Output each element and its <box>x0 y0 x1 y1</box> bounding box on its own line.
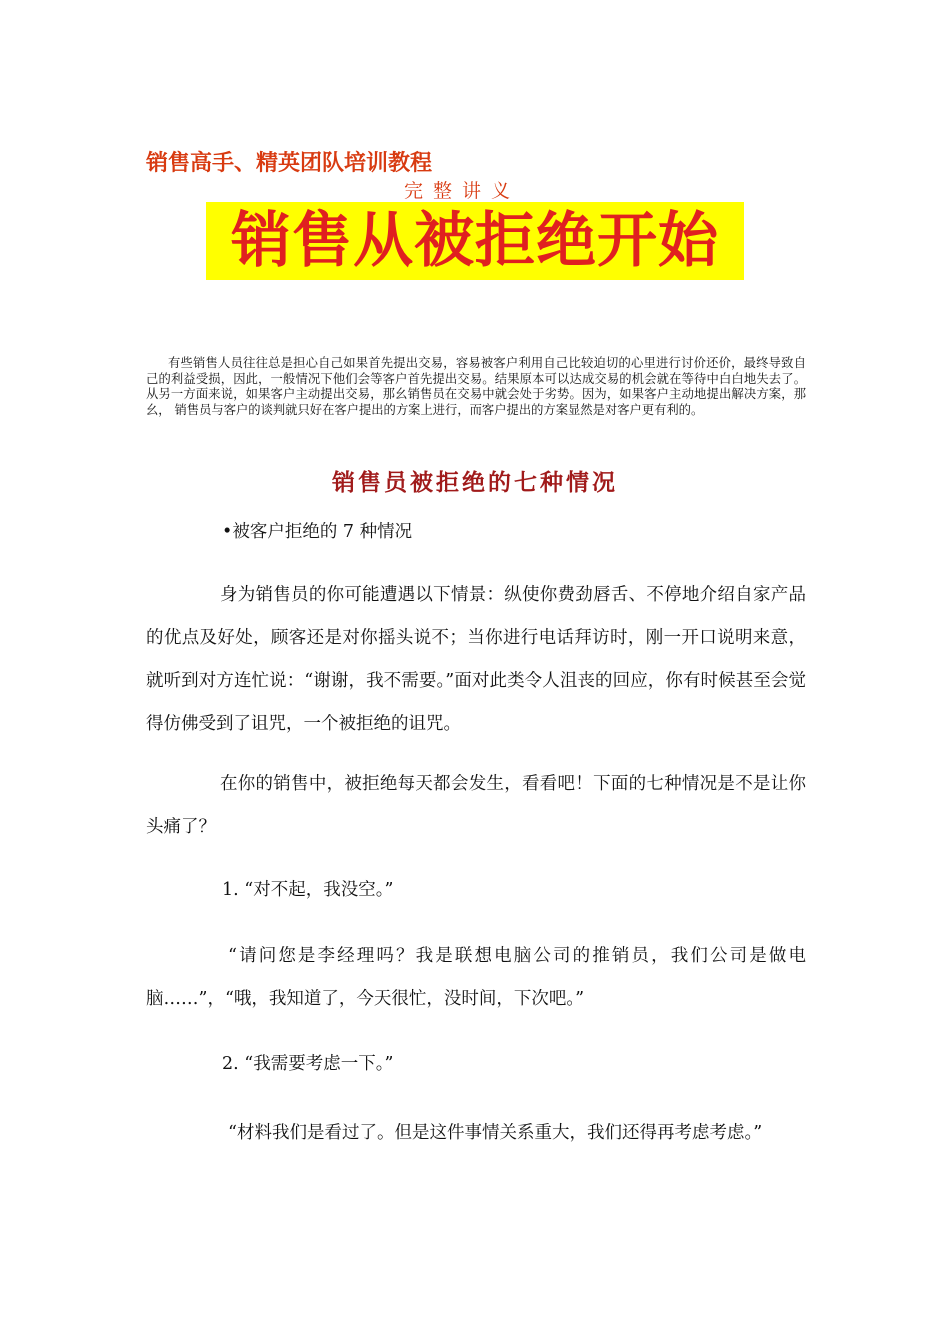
section-heading: 销售员被拒绝的七种情况 <box>332 469 618 496</box>
document-subtitle: 完整讲义 <box>404 180 521 202</box>
title-banner <box>206 202 744 280</box>
item-heading-1: 1. “对不起，我没空。” <box>222 880 394 900</box>
intro-paragraph: 有些销售人员往往总是担心自己如果首先提出交易，容易被客户利用自己比较迫切的心里进行讨价还价，最终导致自己的利益受损，因此，一般情况下他们会等客户首先提出交易。结果原本可以达成交易的机会就在等待中白白地失去了。从另一方面来说，如果客户主动提出交易，那幺销售员在交易中就会处于劣势。因为，如果客户主动地提出解决方案，那幺， 销售员与客户的谈判就只好在客户提出的方案上进行，而客户提出的方案显然是对客户更有利的。 <box>146 356 806 417</box>
body-paragraph-1: 身为销售员的你可能遭遇以下情景：纵使你费劲唇舌、不停地介绍自家产品的优点及好处，顾客还是对你摇头说不；当你进行电话拜访时，刚一开口说明来意，就听到对方连忙说：“谢谢，我不需要。”面对此类令人沮丧的回应，你有时候甚至会觉得仿佛受到了诅咒，一个被拒绝的诅咒。 <box>146 585 806 734</box>
item-heading-2: 2. “我需要考虑一下。” <box>222 1054 394 1074</box>
body-paragraph-2: 在你的销售中，被拒绝每天都会发生，看看吧！下面的七种情况是不是让你头痛了？ <box>146 774 806 837</box>
document-header-title: 销售高手、精英团队培训教程 <box>146 151 433 176</box>
bullet-line: •被客户拒绝的 7 种情况 <box>222 522 413 542</box>
banner-title: 销售从被拒绝开始 <box>231 206 719 276</box>
item-quote-1: “请问您是李经理吗？我是联想电脑公司的推销员，我们公司是做电脑……”，“哦，我知道了，今天很忙，没时间，下次吧。” <box>146 946 806 1009</box>
item-quote-2: “材料我们是看过了。但是这件事情关系重大，我们还得再考虑考虑。” <box>228 1123 763 1143</box>
